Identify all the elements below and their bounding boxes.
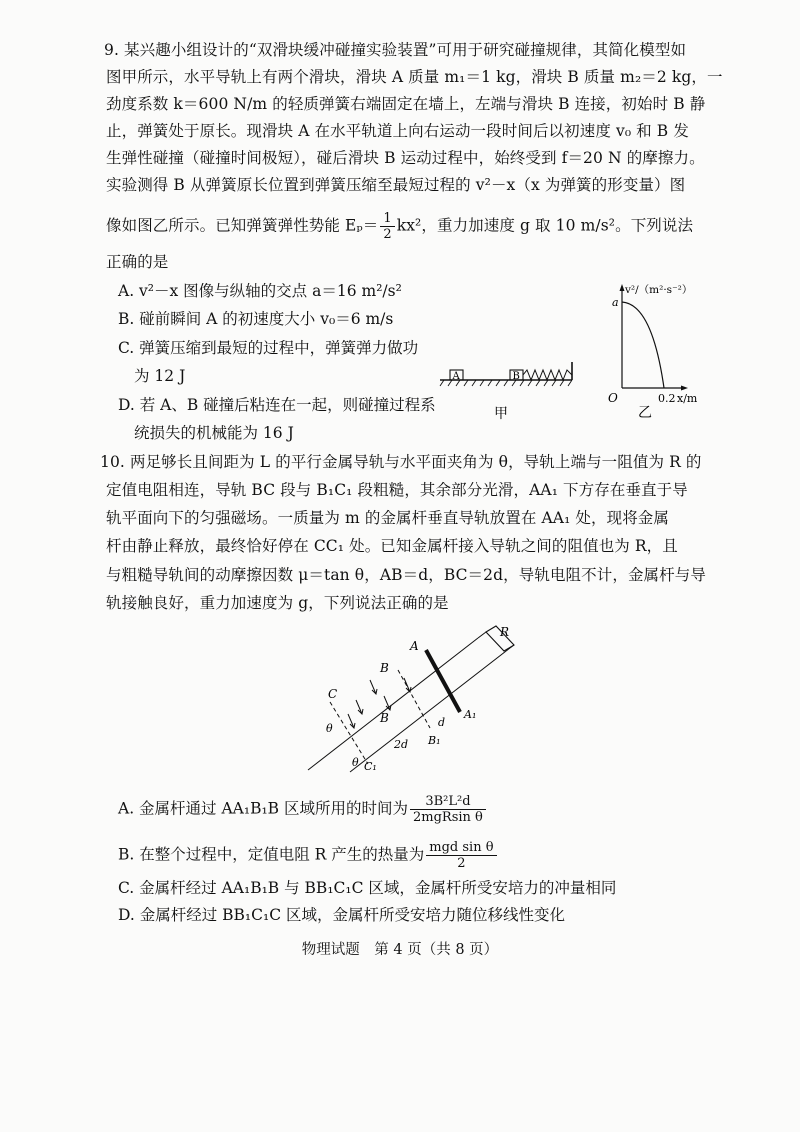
q9-frac-num: 1	[380, 211, 394, 227]
q9-line-1: 9. 某兴趣小组设计的“双滑块缓冲碰撞实验装置”可用于研究碰撞规律，其简化模型如	[104, 41, 687, 59]
y-axis-arrow	[620, 284, 625, 291]
q10-option-a-fraction	[410, 794, 486, 825]
q10-option-b-text: B. 在整个过程中，定值电阻 R 产生的热量为	[118, 845, 425, 864]
q10-line-1: 10. 两足够长且间距为 L 的平行金属导轨与水平面夹角为 θ，导轨上端与一阻值为 R 的	[100, 453, 702, 471]
q10-option-d: D. 金属杆经过 BB₁C₁C 区域，金属杆所受安培力随位移线性变化	[118, 906, 566, 924]
q9-line-4: 止，弹簧处于原长。现滑块 A 在水平轨道上向右运动一段时间后以初速度 v₀ 和 B 发	[106, 122, 689, 140]
label-a: A	[410, 639, 419, 653]
top-wire-1	[478, 632, 486, 638]
q9-figure-jia	[436, 358, 586, 428]
label-c1: C₁	[364, 760, 377, 773]
q10-line-3: 轨平面向下的匀强磁场。一质量为 m 的金属杆垂直导轨放置在 AA₁ 处，现将金属	[106, 509, 670, 527]
q9-line-3: 劲度系数 k＝600 N/m 的轻质弹簧右端固定在墙上，左端与滑块 B 连接，初始时 B 静	[106, 95, 706, 113]
v2-x-curve	[622, 302, 664, 388]
field-label-b-lower: B	[380, 711, 389, 725]
rail-right	[350, 648, 510, 772]
field-label-b-upper: B	[380, 661, 389, 675]
rail-left	[308, 638, 478, 770]
x-tick-label: 0.2	[658, 392, 676, 405]
q9-half-fraction	[380, 211, 394, 242]
q9-figure-yi	[600, 280, 710, 430]
q9-option-d-line1: D. 若 A、B 碰撞后粘连在一起，则碰撞过程系	[118, 396, 436, 414]
q9-option-c-line2: 为 12 J	[134, 367, 186, 385]
label-theta-upper: θ	[326, 722, 333, 735]
q10-option-b	[118, 840, 499, 871]
x-axis-arrow	[681, 386, 688, 391]
q9-option-c-line1: C. 弹簧压缩到最短的过程中，弹簧弹力做功	[118, 339, 419, 357]
q9-line-8: 正确的是	[106, 253, 169, 271]
spring	[523, 370, 572, 380]
label-c: C	[328, 687, 338, 701]
block-b-label: B	[512, 371, 520, 382]
label-2d: 2d	[394, 738, 409, 751]
intercept-a-label: a	[612, 296, 619, 309]
q10-a-frac-num: 3B²L²d	[410, 794, 486, 810]
q9-line-2: 图甲所示，水平导轨上有两个滑块，滑块 A 质量 m₁＝1 kg，滑块 B 质量 m₂＝2 kg，一	[106, 68, 723, 86]
q10-b-frac-den: 2	[457, 856, 466, 871]
q9-option-a: A. v²－x 图像与纵轴的交点 a＝16 m²/s²	[118, 282, 402, 300]
q10-line-2: 定值电阻相连，导轨 BC 段与 B₁C₁ 段粗糙，其余部分光滑，AA₁ 下方存在垂直于导	[106, 481, 688, 499]
q9-frac-den: 2	[383, 227, 392, 242]
q9-energy-suffix: kx²，重力加速度 g 取 10 m/s²。下列说法	[396, 216, 694, 235]
q9-line-6: 实验测得 B 从弹簧原长位置到弹簧压缩至最短过程的 v²－x（x 为弹簧的形变量）图	[106, 176, 686, 194]
q10-line-4: 杆由静止释放，最终恰好停在 CC₁ 处。已知金属杆接入导轨之间的阻值也为 R，且	[106, 537, 678, 555]
page-footer: 物理试题 第 4 页（共 8 页）	[301, 942, 499, 958]
label-b1: B₁	[428, 734, 441, 747]
figure-jia-caption: 甲	[494, 406, 508, 422]
figure-yi-caption: 乙	[638, 405, 652, 421]
label-d: d	[438, 716, 446, 729]
track-hatch	[440, 380, 572, 386]
q9-line-5: 生弹性碰撞（碰撞时间极短），碰后滑块 B 运动过程中，始终受到 f＝20 N 的摩擦力。	[106, 149, 705, 167]
resistor-label: R	[500, 625, 510, 639]
q9-line-7	[106, 211, 693, 242]
q10-option-a-text: A. 金属杆通过 AA₁B₁B 区域所用的时间为	[118, 799, 408, 818]
q10-option-b-fraction	[426, 840, 496, 871]
q10-rail-figure	[300, 620, 540, 780]
q10-line-6: 轨接触良好，重力加速度为 g，下列说法正确的是	[106, 594, 449, 612]
q10-a-frac-den: 2mgRsin θ	[413, 810, 483, 825]
q10-option-c: C. 金属杆经过 AA₁B₁B 与 BB₁C₁C 区域，金属杆所受安培力的冲量相同	[118, 879, 617, 897]
q10-b-frac-num: mgd sin θ	[426, 840, 496, 856]
q9-option-d-line2: 统损失的机械能为 16 J	[134, 424, 294, 442]
metal-rod	[426, 650, 460, 712]
x-axis-label: x/m	[677, 392, 698, 405]
q9-energy-prefix: 像如图乙所示。已知弹簧弹性势能 Eₚ＝	[106, 216, 379, 235]
q10-option-a	[118, 794, 488, 825]
y-axis-label: v²/（m²·s⁻²）	[625, 284, 693, 296]
block-a-label: A	[452, 371, 460, 382]
q9-option-b: B. 碰前瞬间 A 的初速度大小 v₀＝6 m/s	[118, 310, 394, 328]
label-a1: A₁	[464, 708, 477, 721]
origin-label: O	[608, 391, 618, 405]
q10-line-5: 与粗糙导轨间的动摩擦因数 μ＝tan θ，AB＝d，BC＝2d，导轨电阻不计，金属杆与导	[106, 566, 706, 584]
label-theta-lower: θ	[352, 756, 359, 769]
